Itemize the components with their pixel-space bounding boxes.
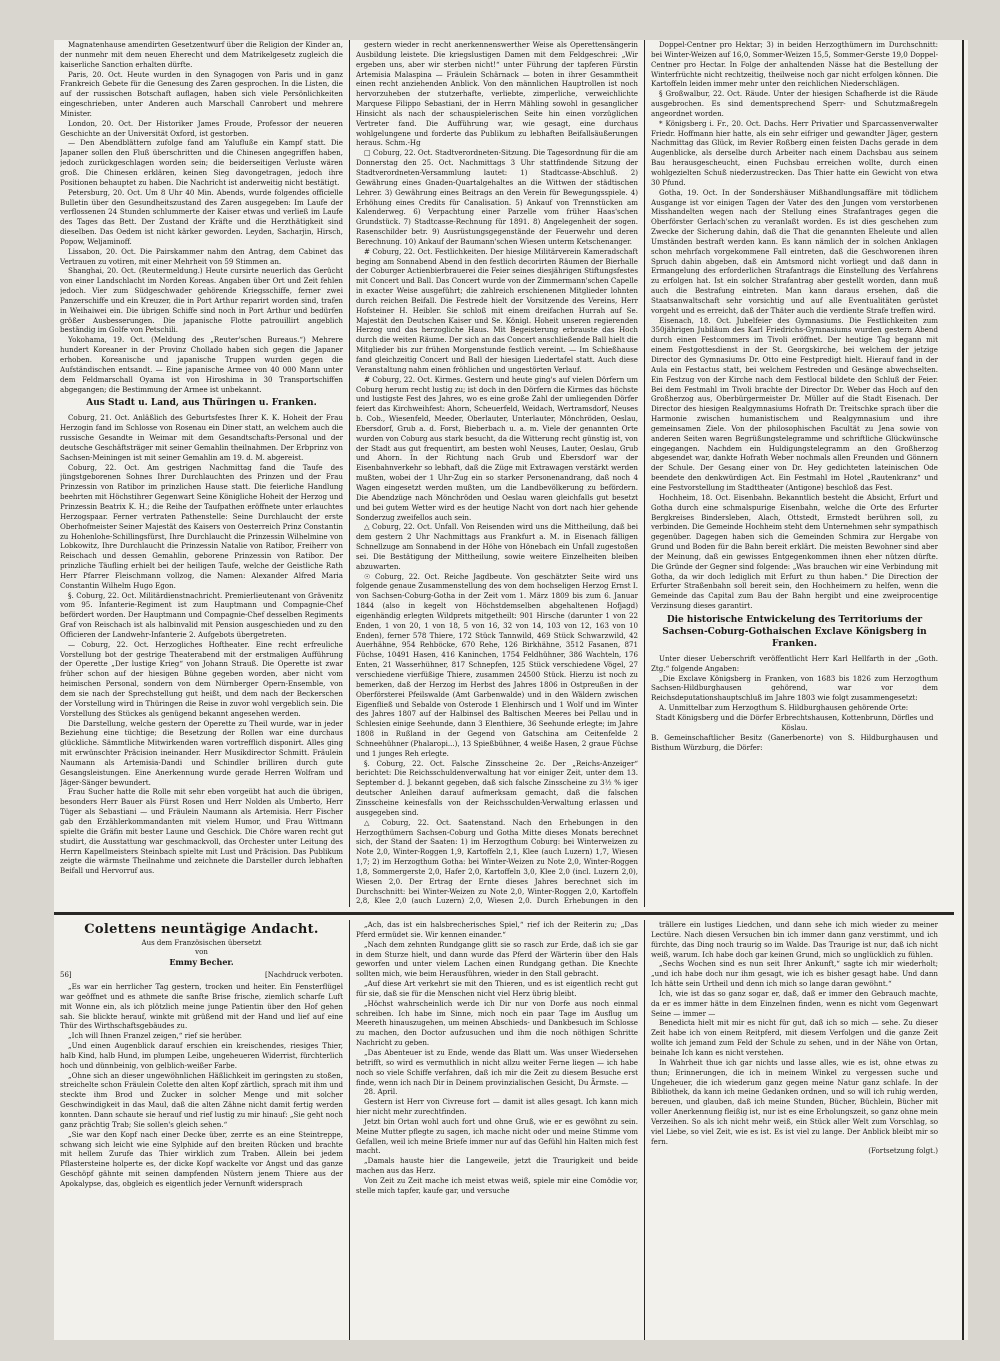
story-column-3 xyxy=(651,920,938,1340)
article-paragraph: △ Coburg, 22. Oct. Saatenstand. Nach den Erhebungen in den Herzogthümern Sachsen-Coburg und Gotha Mitte dieses Monats berechnet sich, der Stand der Saaten: 1) im Herzogthum Coburg: bei Winterweizen zu Note 2,0, Winter-Roggen 1,9, Kartoffeln 2,1, Klee (auch Luzern) 1,7, Wiesen 1,7; 2) im Herzogthum Gotha: bei Winter-Weizen zu Note 2,0, Winter-Roggen 1,8, Sommergerste 2,0, Hafer 2,0, Kartoffeln 3,0, Klee 2,0 (incl. Luzern 2,0), Wiesen 2,0. Der Ertrag der Ernte dieses Jahres berechnet sich im Durchschnitt: bei Winter-Weizen zu Note 2,0, Winter-Roggen 2,0, Kartoffeln 2,8, Klee 2,0 (auch Luzern) 2,0, Wiesen 2,0. Durch Erhebungen in den xyxy=(356,817,638,906)
article-paragraph: Unter dieser Ueberschrift veröffentlicht Herr Karl Hellfarth in der „Goth. Ztg.“ folgende Angaben: xyxy=(651,653,938,673)
reprint-note: [Nachdruck verboten. xyxy=(264,971,343,979)
story-col1-body xyxy=(60,982,343,1189)
story-paragraph: 28. April. xyxy=(364,1087,398,1097)
article-paragraph: Stadt Königsberg und die Dörfer Erbrechtshausen, Kottenbrunn, Dörfles und Köslau. xyxy=(655,713,934,732)
article-paragraph: Frau Sucher hatte die Rolle mit sehr eben vorgeübt hat auch die übrigen, besonders Herr Bauer als Fürst Rosen und Herr Nolden als Umberto, Herr Tüger als Sebastiani — und Fräulein Naumann als Artemisia. Herr Fischer gab den Erzählerkommandanten mit vielem Humor, und Frau Wittmann spielte die Gräfin mit bester Laune und Geschick. Die Chöre waren recht gut studirt, die Ausstattung war geschmackvoll, das Orchester unter Leitung des Herrn Kapellmeisters Steinbach spielte mit Lust und Präcision. Das Publikum zeigte die wärmste Theilnahme und zeichnete die Darsteller durch lebhaften Beifall und Hervorruf aus. xyxy=(60,787,343,876)
top-column-2 xyxy=(356,40,638,907)
column-rule xyxy=(349,40,350,907)
article-paragraph: ☉ Coburg, 22. Oct. Reiche Jagdbeute. Von geschätzter Seite wird uns folgende genaue Zusammenstellung des von dem hochseligen Herzog Ernst I. von Sachsen-Coburg-Gotha in der Zeit vom 1. März 1809 bis zum 6. Januar 1844 (also in kegelt von Höchstdemselben abgehaltenen Hofjagd) eigenhändig erlegten Wildprets mitgetheilt: 901 Hirsche (darunter 1 von 22 Enden, 1 von 20, 1 von 18, 5 von 16, 32 von 14, 103 von 12, 163 von 10 Enden), ferner 578 Thiere, 172 Stück Tannwild, 469 Stück Schwarzwild, 42 Auerhähne, 954 Rehböcke, 670 Rehe, 126 Birkhähne, 3512 Fasanen, 871 Füchse, 10491 Hasen, 416 Kaninchen, 1754 Feldhühner, 386 Wachteln, 176 Enten, 21 Wasserhühner, 817 Schnepfen, 125 Stück verschiedene Vögel, 27 verschiedene vierfüßige Thiere, zusammen 24500 Stück. Hierzu ist noch zu bemerken, daß der Herzog im Herbst des Jahres 1806 in Ostpreußen in der Oberförsterei Pfeilswalde (Amt Garbenwalde) und in den Wäldern zwischen Eigenfließ und Sebalde von Osterode 1 Elenhirsch und 1 Wolf und im Winter des Jahres 1807 auf der Halbinsel des Baltischen Meeres bei Pellau und in Schlesien einige Seehunde, dann 3 Elenthiere, 36 Seehunde erlegte; im Jahre 1808 in Rußland in der Gegend von Gatschina am Ceitenfelde 2 Schneehühner (Phalaropi...), 13 Spießbühner, 4 weiße Hasen, 2 graue Füchse und 1 junges Reh erlegte. xyxy=(356,571,638,758)
story-paragraph: trällere ein lustiges Liedchen, und dann sehe ich mich wieder zu meiner Lectüre. Nach diesen Versuchen bin ich immer dann ganz verstimmt, und ich fürchte, das Ding noch traurig so im Walde. Das Traurige ist nur, daß ich nicht weiß, warum. Ich habe doch gar keinen Grund, mich so unglücklich zu fühlen. xyxy=(651,920,938,959)
story-number: 56] xyxy=(60,971,72,979)
story-title: Colettens neuntägige Andacht. xyxy=(84,922,319,937)
page-right-border xyxy=(962,40,964,1340)
article-paragraph: §. Coburg, 22. Oct. Falsche Zinsscheine 2c. Der „Reichs-Anzeiger“ berichtet: Die Reichsschuldenverwaltung hat vor einiger Zeit, unter dem 13. September d. J. bekannt gegeben, daß sich falsche Zinsscheine zu 3½ % iger deutscher Anleihen darauf aufmerksam gemacht, daß die falschen Zinsscheine keinesfalls von der Reichsschulden-Verwaltung erlassen und ausgegeben sind. xyxy=(356,758,638,817)
article-paragraph: Shanghai, 20. Oct. (Reutermeldung.) Heute cursirte neuerlich das Gerücht von einer Landschlacht im Norden Koreas. Angaben über Ort und Zeit fehlen jedoch. Vier zum Südgeschwader gehörende Kriegsschiffe, ferner zwei Panzerschiffe und ein Kreuzer, die in Port Arthur reparirt worden sind, trafen in Weihaiwei ein. Die übrigen Schiffe sind noch in Port Arthur und bedürfen größer Ausbesserungen. Die japanische Flotte patrouillirt angeblich beständig im Golfe von Petschili. xyxy=(60,266,343,335)
article-paragraph: §. Coburg, 22. Oct. Militärdienstnachricht. Premierlieutenant von Grävenitz vom 95. Infanterie-Regiment ist zum Hauptmann und Compagnie-Chef befördert worden. Der Hauptmann und Compagnie-Chef desselben Regiments Graf von Reischach ist als halbinvalid mit Pension ausgeschieden und zu den Officieren der Landwehr-Infanterie 2. Aufgebots übergetreten. xyxy=(60,590,343,639)
article-paragraph: gestern wieder in recht anerkennenswerther Weise als Operettensängerin Ausbildung leistete. Die kriegslustigen Damen mit dem Feldgeschrei: „Wir ergeben uns, aber wir sterben nicht!“ unter Führung der tapferen Fürstin Artemisia Malaspina — Fräulein Schärnack — boten in ihrer Gesammtheit einen recht anziehenden Anblick. Von den männlichen Hauptrollen ist noch hervorzuheben der stutzerhafte, verliebte, zimperliche, verweichlichte Marquese Filippo Sebastiani, der in Herrn Mähling sowohl in gesanglicher Hinsicht als nach der schauspielerischen Seite hin einen vorzüglichen Vertreter fand. Die Aufführung war, wie gesagt, eine durchaus wohlgelungene und forderte das Publikum zu lebhaften Beifallsäußerungen heraus. Schm.-Hg xyxy=(356,40,638,148)
section-heading: Die historische Entwickelung des Territoriums der Sachsen-Coburg-Gothaischen Exclave Königsberg in Franken. xyxy=(662,614,927,649)
story-by: von xyxy=(195,948,208,956)
article-paragraph: Lissabon, 20. Oct. Die Pairskammer nahm den Antrag, dem Cabinet das Vertrauen zu votiren, mit einer Mehrheit von 59 Stimmen an. xyxy=(60,246,343,266)
story-subtitle: Aus dem Französischen übersetzt xyxy=(141,939,262,947)
column-rule xyxy=(644,40,645,907)
story-paragraph: „Nach dem zehnten Rundgange glitt sie so rasch zur Erde, daß ich sie gar in dem Sturze hielt, und dann wurde das Pferd der Wärterin über den Hals geworfen und unter vielem Lachen einen Rundgang gethan. Die Knechte sollten mich, wie beim Herausführen, wieder in den Stall gebracht. xyxy=(356,939,638,979)
article-paragraph: Hochheim, 18. Oct. Eisenbahn. Bekanntlich besteht die Absicht, Erfurt und Gotha durch eine schmalspurige Eisenbahn, welche die Orte des Erfurter Bergkreises Bindersleben, Alach, Ottstedt, Ermstedt berühren soll, zu verbinden. Die Gemeinde Hochheim steht dem Unternehmen sehr sympathisch gegenüber. Dagegen haben sich die Gemeinden Schmira zur Hergabe von Grund und Boden für die Bahn bereit erklärt. Die meisten Bewohner sind aber der Meinung, daß ein gewisses Entgegenkommen ihnen eher nützen dürfte. Die Gründe der Gegner sind folgende: „Was brauchen wir eine Verbindung mit Gotha, da wir doch lediglich mit Erfurt zu thun haben.“ Die Direction der Erfurter Straßenbahn soll bereit sein, den Hochheimern zu helfen, wenn die Gemeinde das Capital zum Bau der Bahn hergibt und eine zweiprocentige Verzinsung dieses garantirt. xyxy=(651,492,938,611)
story-paragraph: „Sie war den Kopf nach einer Decke über, zerrte es an eine Steintreppe, schwang sich leicht wie eine Sylphide auf den breiten Rücken und brachte mit hellem Zurufe das Thier wirklich zum Traben. Allein bei jedem Pflastersteine holperte es, der dicke Kopf wackelte vor Angst und das ganze Geschöpf gähnte mit seinen dampfenden Nüstern jenem Thiere aus der Apokalypse, das, obgleich es eigentlich jeder Vernunft widersprach xyxy=(60,1129,343,1188)
article-paragraph: — Den Abendblättern zufolge fand am Yalufluße ein Kampf statt. Die Japaner sollen den Fluß überschritten und die Chinesen angegriffen haben, jedoch zurückgeschlagen worden sein; die beiderseitigen Verluste wären groß. Die Chinesen erklären, keinen Sieg davongetragen, jedoch ihre Positionen behauptet zu haben. Die Nachricht ist anderweitig nicht bestätigt. xyxy=(60,138,343,187)
story-paragraph: Benedicta hielt mit mir es nicht für gut, daß ich so mich — sehe. Zu dieser Zeit habe ich von einem Reitpferd, mit diesem Verfolgen und die ganze Zeit wollte ich jemand zum Feld der Schule zu sehen, und in der Nähe von Ortan, beinahe Ich kann es nicht verstehen. xyxy=(651,1018,938,1057)
article-paragraph: Petersburg, 20. Oct. Um 8 Uhr 40 Min. Abends, wurde folgendes officielle Bulletin über den Gesundheitszustand des Zaren ausgegeben: Im Laufe der verflossenen 24 Stunden schlummerte der Kaiser etwas und verließ im Laufe des Tages das Bett. Der Zustand der Kräfte und die Herzthätigkeit sind dieselben. Das Oedem ist nicht kärker geworden. Leyden, Sacharjin, Hirsch, Popow, Weljaminoff. xyxy=(60,187,343,246)
article-paragraph: Gotha, 19. Oct. In der Sondershäuser Mißhandlungsaffäre mit tödlichem Ausgange ist vor einigen Tagen der Vater des den Jungen vom verstorbenen Misshandelten wegen nach der Stellung eines Strafantrages gegen die Oberförster Gerlach'schen zu veranlaßt worden. Es ist dies geschehen zum Zwecke der Sicherung dahin, daß die That die genannten Eheleute und allen Umständen bestraft werden kann. Es kann nämlich der in solchen Anklagen schon mehrfach vorgekommene Fall eintreten, daß die Geschworenen ihren Spruch dahin abgeben, daß ein Amtsmord nicht vorliegt und daß dann in Ermangelung des erforderlichen Strafantrags die Einstellung des Verfahrens zu erfolgen hat. Ist ein solcher Strafantrag aber gestellt worden, dann muß auch die Bestrafung eintreten. Man kann daraus ersehen, daß die Staatsanwaltschaft sehr vorsichtig und auf alle Eventualitäten gerüstet vorgeht und es erreicht, daß der Thäter auch die verdiente Strafe treffen wird. xyxy=(651,187,938,315)
section-heading: Aus Stadt u. Land, aus Thüringen u. Franken. xyxy=(86,398,317,409)
article-paragraph: # Coburg, 22. Oct. Kirmes. Gestern und heute ging's auf vielen Dörfern um Coburg herum recht lustig zu; ist doch in den Dörfern die Kirmes das höchste und lustigste Fest des Jahres, wo es eine große Zahl der umliegenden Dörfer feiert das Kirchweihfest: Ahorn, Scheuerfeld, Weidach, Wertramsdorf, Neuses b. Cob., Wiesenfeld, Meeder, Oberlauter, Unterlauter, Mönchröden, Oeslau, Ebersdorf, Grub a. d. Forst, Bieberbach u. a. m. Viele der genannten Orte wurden von Coburg aus stark besucht, da die Witterung recht günstig ist, von der Stadt aus gut frequentirt, am besten wohl Neuses, Lauter, Oeslau, Grub und Ahorn. In der Richtung nach Grub und Ebersdorf war der Eisenbahnverkehr so lebhaft, daß die Züge mit Extrawagen verstärkt werden mußten, wobei der 1 Uhr-Zug ein so starker Personenandrang, daß noch 4 Wagen eingesetzt werden mußten, um die Landbevölkerung zu befördern. Die Abendzüge nach Mönchröden und Oeslau waren gleichfalls gut besetzt und bei gutem Wetter wird es der heutige Nacht von dort nach hier gehende Sonderzug zweifellos auch sein. xyxy=(356,374,638,522)
story-paragraph: „Ach, das ist ein halsbrecherisches Spiel,“ rief ich der Reiterin zu; „Das Pferd ermüdet sie. Wir kennen einander.“ xyxy=(356,920,638,939)
article-paragraph: A. Unmittelbar zum Herzogthum S. Hildburghausen gehörende Orte: xyxy=(659,703,909,713)
article-paragraph: Doppel-Centner pro Hektar; 3) in beiden Herzogthümern im Durchschnitt: bei Winter-Weizen auf 16,0, Sommer-Weizen 15,5, Sommer-Gerste 19,0 Doppel-Centner pro Hectar. In Folge der anhaltenden Nässe hat die Bestellung der Winterfrüchte nicht rechtzeitig, theilweise noch gar nicht erfolgen können. Die Kartoffeln leiden immer mehr unter den reichlichen Niederschlägen. xyxy=(651,40,938,89)
article-paragraph: # Coburg, 22. Oct. Festlichkeiten. Der hiesige Militärverein Kameradschaft beging am Sonnabend Abend in den festlich decorirten Räumen der Bierhalle der Coburger Actienbierbrauerei die Feier seines diesjährigen Stiftungsfestes mit Concert und Ball. Das Concert wurde von der Zimmermann'schen Capelle in exacter Weise ausgeführt; die zahlreich erschienenen Mitglieder lohnten durch reichen Beifall. Die Festrede hielt der Vorsitzende des Vereins, Herr Hofsteiner H. Heibler. Sie schloß mit einem dreifachen Hurrah auf Se. Majestät den Deutschen Kaiser und Se. Königl. Hoheit unseren regierenden Herzog und das herzogliche Haus. Mit Begeisterung erbrauste das Hoch durch die weiten Räume. Der sich an das Concert anschließende Ball hielt die Mitglieder bis zur frühen Morgenstunde festlich vereint. — Im Schießhause fand gleichzeitig Concert und Ball der hiesigen Liedertafel statt. Auch diese Veranstaltung nahm einen fröhlichen und ungestörten Verlauf. xyxy=(356,246,638,374)
story-paragraph: Von Zeit zu Zeit mache ich meist etwas weiß, spiele mir eine Comödie vor, stelle mich tapfer, kaufe gar, und versuche xyxy=(356,1175,638,1195)
top-column-1 xyxy=(60,40,343,907)
article-paragraph: § Großwalbur, 22. Oct. Räude. Unter der hiesigen Schafherde ist die Räude ausgebrochen. Es sind dementsprechend Sperr- und Schutzmaßregeln angeordnet worden. xyxy=(651,89,938,118)
story-column-2 xyxy=(356,920,638,1340)
article-paragraph: B. Gemeinschaftlicher Besitz (Ganerbenorte) von S. Hildburghausen und Bisthum Würzburg, die Dörfer: xyxy=(651,732,938,752)
story-paragraph: „Höchst wahrscheinlich werde ich Dir nur von Dorfe aus noch einmal schreiben. Ich habe im Sinne, mich noch ein paar Tage im Ausflug um Meereth hinauszugehen, um meinen Abschieds- und Dankbesuch im Schlosse zu machen, den Doctor aufzusuchen und ihm die noch nöthigen Schritte Nachricht zu geben. xyxy=(356,998,638,1048)
article-paragraph: □ Coburg, 22. Oct. Stadtverordneten-Sitzung. Die Tagesordnung für die am Donnerstag den 25. Oct. Nachmittags 3 Uhr stattfindende Sitzung der Stadtverordneten-Versammlung lautet: 1) Stadtcasse-Abschluß. 2) Gewährung eines Gnaden-Quartalgehaltes an die Wittwen der städtischen Lehrer. 3) Gewährung eines Beitrags an den Verein für Bewegungsspiele. 4) Erhöhung eines Credits für Canalisation. 5) Ankauf von Trennstücken am Kalenderweg. 6) Verpachtung einer Parzelle vom früher Haas'schen Grundstück. 7) Stadtcasse-Rechnung für 1891. 8) Angelegenheit der sogen. Rasenschilder betr. 9) Ausrüstungsgegenstände der Feuerwehr und deren Berechnung. 10) Ankauf der Baumann'schen Wiesen unterm Ketschenanger. xyxy=(356,148,638,246)
article-paragraph: Eisenach, 18. Oct. Jubelfeier des Gymnasiums. Die Festlichkeiten zum 350jährigen Jubiläum des Karl Friedrichs-Gymnasiums wurden gestern Abend durch einen Festcommers im Tivoli eröffnet. Der heutige Tag begann mit einem Festgottesdienst in der St. Georgskirche, bei welchem der jetzige Director des Gymnasiums Dr. Otto eine Festpredigt hielt. Hierauf fand in der Aula ein Festactus statt, bei welchem Festreden und Gesänge abwechselten. Ein Festzug von der Kirche nach dem Festlocal bildete den Schluß der Feier. Bei dem Festmahl im Tivoli brachte der Director Dr. Weber das Hoch auf den Großherzog aus, Oberbürgermeister Dr. Müller auf die Stadt Eisenach. Der Director des hiesigen Realgymnasiums Hofrath Dr. Treitschke sprach über die Harmonie zwischen humanistischem und Realgymnasium und ihre gemeinsamen Ziele. Von der philosophischen Facultät zu Jena sowie von anderen Seiten waren Begrüßungstelegramme und schriftliche Glückwünsche eingegangen. Nachdem ein Huldigungstelegramm an den Großherzog abgesendet war, dankte Hofrath Weber nochmals allen Freunden und Gönnern der Schule. Der Gesang einer von Dr. Hey gedichteten lateinischen Ode beendete den denkwürdigen Act. Ein Festmahl im Hotel „Rautenkranz“ und eine Festvorstellung im Stadttheater (Antigone) beschloß das Fest. xyxy=(651,315,938,492)
story-column-1 xyxy=(60,920,343,1340)
article-paragraph: — Coburg, 22. Oct. Herzogliches Hoftheater. Eine recht erfreuliche Vorstellung bot der gestrige Theaterabend mit der erstmaligen Aufführung der Operette „Der lustige Krieg“ von Johann Strauß. Die Operette ist zwar früher schon auf der hiesigen Bühne gegeben worden, aber nicht vom heimischen Personal, sondern von dem Nürnberger Opern-Ensemble, von dem sie nach der Sprechstellung gut heißt, und dem nach der Beckerschen der Vorstellung wird in Thüringen die Reise in zuvor wohl vergeblich sein. Die Vorstellung des Stückes als genügend bekannt angesehen werden. xyxy=(60,639,343,718)
story-paragraph: Ich, wie ist das so ganz sogar er, daß, daß er immer den Gebrauch machte, da er es immer hätte in dem Einzelnen finden, wenn es nicht vom Gegenwart Seine — immer — xyxy=(651,988,938,1018)
article-paragraph: Coburg, 21. Oct. Anläßlich des Geburtsfestes Ihrer K. K. Hoheit der Frau Herzogin fand im Schlosse von Rosenau ein Diner statt, an welchem auch die russische Gesandte in Weimar mit dem Gesandtschafts-Personal und der deutsche Geschäftsträger mit seiner Gemahlin theilnahmen. Der Erbprinz von Sachsen-Meiningen ist mit seiner Gemahlin am 19. d. M. abgereist. xyxy=(60,413,343,462)
article-paragraph: Coburg, 22. Oct. Am gestrigen Nachmittag fand die Taufe des jüngstgeborenen Sohnes Ihrer Durchlauchten des Prinzen und der Frau Prinzessin von Ratibor im prinzlichen Hause statt. Die feierliche Handlung beehrten mit Höchstihrer Gegenwart Seine Königliche Hoheit der Herzog und Prinzessin Beatrix K. H.; die Reihe der Taufpathen eröffnete unter erlauchtes Herzogspaar. Ferner vertraten Pathenstelle: Seine Durchlaucht der erste Oberhofmeister Seiner Majestät des Kaisers von Oesterreich Prinz Constantin zu Hohenlohe-Schillingsfürst, Ihre Durchlaucht die Prinzessin Wilhelmine von Lobkowitz, Ihre Durchlaucht die Prinzessin Natalie von Ratibor, Freiherr von Reischach und dessen Gemahlin, geborene Prinzessin von Ratibor. Der prinzliche Täufling erhielt bei der heiligen Taufe, welche der Geistliche Rath Herr Pfarrer Fleischmann vollzog, die Namen: Alexander Alfred Maria Constantin Wilhelm Hugo Egon. xyxy=(60,462,343,590)
story-paragraph: „Und einen Augenblick darauf erschien ein kreischendes, riesiges Thier, halb Kind, halb Hund, im plumpen Leibe, ungeheueren Widerrist, fürchterlich hoch und dünnbeinig, von gelblich-weißer Farbe. xyxy=(60,1041,343,1070)
story-paragraph: „Ich will Ihnen Franzel zeigen,“ rief sie herüber. xyxy=(68,1031,243,1041)
story-paragraph: Gestern ist Herr von Civreuse fort — damit ist alles gesagt. Ich kann mich hier nicht mehr zurechtfinden. xyxy=(356,1097,638,1117)
continued-note: (Fortsetzung folgt.) xyxy=(868,1146,938,1156)
story-col3-body xyxy=(651,920,938,1146)
article-paragraph: Magnatenhause amendirten Gesetzentwurf über die Religion der Kinder an, der nunmehr mit dem neuen Eherecht und dem Matrikelgesetz zugleich die kaiserliche Sanction erhalten dürfte. xyxy=(60,40,343,69)
article-paragraph: Yokohama, 19. Oct. (Meldung des „Reuter'schen Bureaus.“) Mehrere hundert Koreaner in der Provinz Chollado haben sich gegen die Japaner erhoben. Koreanische und japanische Truppen wurden gegen die Aufständischen entsandt. — Eine japanische Armee von 40 000 Mann unter dem Feldmarschall Oyama ist von Hiroshima in 30 Transportschiffen abgegangen; die Bestimmung der Armee ist unbekannt. xyxy=(60,335,343,394)
story-paragraph: „Das Abenteuer ist zu Ende, wende das Blatt um. Was unser Wiedersehen betrifft, so wird es vermuthlich in nicht allzu weiter Ferne liegen — ich habe noch so viele Schiffe verfahren, daß ich mir die Zeit zu diesem Besuche erst finde, wenn ich nach Dir in Deinem provinzialischen Gesicht, Du Ärmste. — xyxy=(356,1047,638,1087)
article-paragraph: △ Coburg, 22. Oct. Unfall. Von Reisenden wird uns die Mittheilung, daß bei dem gestern 2 Uhr Nachmittags aus Frankfurt a. M. in Eisenach fälligen Schnellzuge am Sonnabend in der Höhe von Hönebach ein Unfall zugestoßen sei. Die Bestätigung der Mittheilung, sowie weitere Einzelheiten bleiben abzuwarten. xyxy=(356,522,638,571)
article-paragraph: London, 20. Oct. Der Historiker James Froude, Professor der neueren Geschichte an der Universität Oxford, ist gestorben. xyxy=(60,118,343,138)
feuilleton-divider xyxy=(54,912,954,915)
column-rule xyxy=(644,920,645,1340)
story-paragraph: „Es war ein herrlicher Tag gestern, trocken und heiter. Ein Fensterflügel war geöffnet und es athmete die sanfte Brise frische, ziemlich scharfe Luft mit Wonne ein, als ich plötzlich meine junge Patientin über den Hof gehen sah. Sie blickte herauf, winkte mit grüßend mit der Hand und lief auf eine Thür des Wirthschaftsgebäudes zu. xyxy=(60,982,343,1031)
story-note-line xyxy=(60,971,343,980)
column-rule xyxy=(349,920,350,1340)
article-paragraph: „Die Exclave Königsberg in Franken, von 1683 bis 1826 zum Herzogthum Sachsen-Hildburghausen gehörend, war vor dem Reichsdeputationshauptschluß im Jahre 1803 wie folgt zusammengesetzt: xyxy=(651,673,938,703)
article-paragraph: * Königsberg i. Fr., 20. Oct. Dachs. Herr Privatier und Sparcassenverwalter Friedr. Hoffmann hier hatte, als ein sehr eifriger und gewandter Jäger, gestern Nachmittag das Glück, im Revier Roßberg einen feisten Dachs gerade in dem Augenblicke, als derselbe durch Arbeiter nach einem Dachsbau aus seinem Bau herausgescheucht, einen Fuchsbau erreichen wollte, durch einen wohlgezielten Schuß niederzustrecken. Das Thier hatte ein Gewicht von etwa 30 Pfund. xyxy=(651,118,938,187)
story-author: Emmy Becher. xyxy=(169,957,234,967)
story-paragraph: In Wahrheit thue ich gar nichts und lasse alles, wie es ist, ohne etwas zu thun; Erinnerungen, die ich in meinem Winkel zu vergessen suche und Ungeheuer, die ich wiederum ganz gegen meine Natur ganz schlafe. In der Bibliothek, da kann ich meine Gedanken ordnen, und so will ich ruhig werden, bereuen, und glauben, daß ich meine Stunden, Bücher, Büchlein, Bücher mit voller Anerkennung fleißig ist, nur ist es eine Erholungszeit, so ganz ohne mein Verzeihen. So als ich nicht mehr weiß, ein Stück aller Welt zum Vorschlag, so viel Liebe, so viel Zeit, wie es ist. Es ist viel zu lange. Der Anblick bleibt mir so fern. xyxy=(651,1057,938,1146)
top-column-3 xyxy=(651,40,938,907)
story-paragraph: „Damals hauste hier die Langeweile, jetzt die Traurigkeit und beide machen aus das Herz. xyxy=(356,1156,638,1176)
story-paragraph: „Ohne sich an dieser ungewöhnlichen Häßlichkeit im geringsten zu stoßen, streichelte schon Fräulein Colette den alten Kopf zärtlich, sprach mit ihm und steckte ihm Brod und Zucker in solcher Menge und mit solcher Geschwindigkeit in das Maul, daß die alten Zähne nicht damit fertig werden konnten. Dann schaute sie herauf und rief lustig zu mir hinauf: „Sie geht noch ganz prächtig Trab; Sie sollen's gleich sehen.“ xyxy=(60,1070,343,1129)
newspaper-page xyxy=(54,40,968,1340)
story-paragraph: „Sechs Wochen sind es nun seit Ihrer Ankunft,“ sagte ich mir wiederholt; „und ich habe doch nur ihm gesagt, wie ich es bisher gesagt habe. Und dann Ich hätte sein Urtheil und denn ich mich so lange daran gewöhnt.“ xyxy=(651,959,938,989)
story-paragraph: Jetzt bin Ortan wohl auch fort und ohne Gruß, wie er es gewöhnt zu sein. Meine Mutter pflegte zu sagen, ich mache nicht oder und meine Stimme vom Gefallen, weil ich meine Briefe immer nur auf das Gefühl hin Halten mich fest macht. xyxy=(356,1116,638,1156)
story-paragraph: „Auf diese Art verkehrt sie mit den Thieren, und es ist eigentlich recht gut für sie, daß sie für die Menschen nicht viel Herz übrig bleibt. xyxy=(356,979,638,998)
article-paragraph: Paris, 20. Oct. Heute wurden in den Synagogen von Paris und in ganz Frankreich Gebete für die Genesung des Zaren gesprochen. In die Listen, die auf der russischen Botschaft auflagen, haben sich viele Persönlichkeiten eingeschrieben, unter Anderen auch Marschall Canrobert und mehrere Minister. xyxy=(60,69,343,118)
article-paragraph: Die Darstellung, welche gestern der Operette zu Theil wurde, war in jeder Beziehung eine tüchtige; die Besetzung der Rollen war eine durchaus glückliche. Sämmtliche Mitwirkenden waren vortrefflich disponirt. Alles ging mit erwünschter Präcision ineinander. Herr Musikdirector Schmitt. Fräulein Naumann als Artemisia-Dandi und Schindler brilliren durch gute Gesangsleistungen. Eine Anerkennung wurde gerade Herren Wolfram und Jäger-Sänger bewundert. xyxy=(60,718,343,787)
